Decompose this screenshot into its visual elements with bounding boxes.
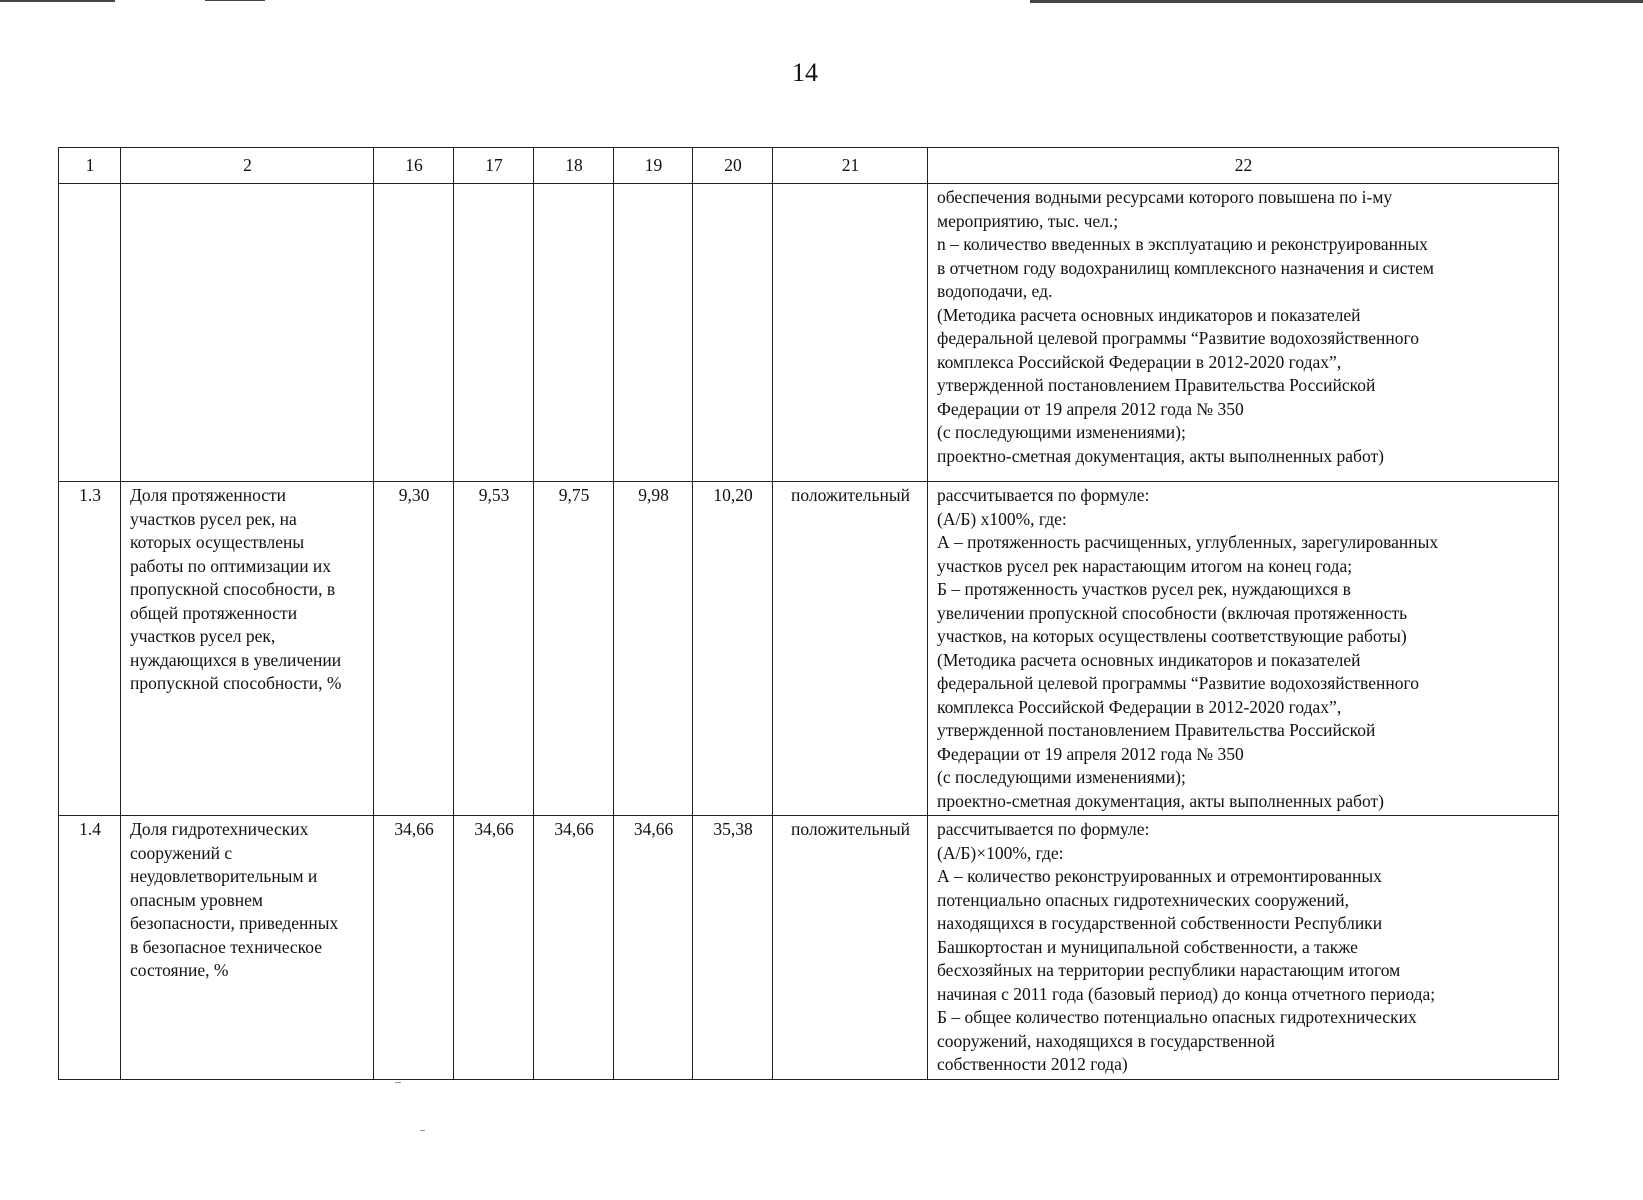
indicator-name-line: Доля протяженности — [130, 485, 287, 505]
indicator-name-line: Доля гидротехнических — [130, 819, 309, 839]
header-cell-col-18: 18 — [534, 148, 614, 184]
value-cell-19: 9,98 — [614, 482, 693, 816]
methodology-line: бесхозяйных на территории республики нарастающим итогом — [937, 960, 1401, 980]
indicator-name-line: работы по оптимизации их — [130, 555, 332, 576]
methodology-line: рассчитывается по формуле: — [937, 485, 1150, 505]
indicator-name-line: пропускной способности, % — [130, 673, 342, 693]
methodology-line: Башкортостан и муниципальной собственности, а также — [937, 936, 1358, 957]
indicator-name-cell — [121, 184, 374, 482]
indicator-name-line: общей протяженности — [130, 602, 298, 623]
methodology-line: участков русел рек нарастающим итогом на конец года; — [937, 555, 1353, 576]
table-header-row — [59, 148, 1559, 184]
methodology-line: начиная с 2011 года (базовый период) до конца отчетного периода; — [937, 983, 1436, 1004]
header-cell-col-1: 1 — [59, 148, 121, 184]
indicator-name-line: нуждающихся в увеличении — [130, 649, 342, 670]
methodology-line: федеральной целевой программы “Развитие водохозяйственного — [937, 328, 1419, 348]
table-row-continuation — [59, 184, 1559, 482]
indicator-name-line: опасным уровнем — [130, 889, 263, 910]
header-cell-col-16: 16 — [374, 148, 454, 184]
table-row-1-4 — [59, 816, 1559, 1080]
indicator-name-line: сооружений с — [130, 842, 233, 863]
methodology-line: утвержденной постановлением Правительства Российской — [937, 720, 1376, 740]
value-cell-19 — [614, 184, 693, 482]
methodology-line: Б – общее количество потенциально опасных гидротехнических — [937, 1007, 1417, 1027]
indicator-name-cell — [121, 482, 374, 816]
indicator-name-line: состояние, % — [130, 960, 229, 980]
value-cell-18: 9,75 — [534, 482, 614, 816]
indicator-name-line: участков русел рек, — [130, 626, 276, 646]
scan-speck — [395, 1082, 401, 1083]
methodology-line: комплекса Российской Федерации в 2012-2020 годах”, — [937, 696, 1342, 717]
methodology-cell — [928, 816, 1559, 1080]
methodology-line: (Методика расчета основных индикаторов и показателей — [937, 304, 1361, 325]
page-number: 14 — [792, 58, 818, 87]
methodology-line: собственности 2012 года) — [937, 1054, 1128, 1074]
value-cell-17: 34,66 — [454, 816, 534, 1080]
value-cell-20 — [693, 184, 773, 482]
scan-speck — [420, 1130, 425, 1131]
direction-cell — [773, 184, 928, 482]
value-cell-16 — [374, 184, 454, 482]
header-cell-col-2: 2 — [121, 148, 374, 184]
direction-cell: положительный — [773, 482, 928, 816]
indicator-name-cell — [121, 816, 374, 1080]
methodology-line: участков, на которых осуществлены соответствующие работы) — [937, 626, 1407, 646]
indicator-name-line: которых осуществлены — [130, 532, 305, 552]
direction-cell: положительный — [773, 816, 928, 1080]
methodology-line: (с последующими изменениями); — [937, 422, 1186, 442]
header-cell-col-21: 21 — [773, 148, 928, 184]
scan-edge-mid — [205, 0, 265, 1]
methodology-line: (Методика расчета основных индикаторов и показателей — [937, 649, 1361, 670]
value-cell-17 — [454, 184, 534, 482]
value-cell-16: 34,66 — [374, 816, 454, 1080]
methodology-line: комплекса Российской Федерации в 2012-2020 годах”, — [937, 351, 1342, 372]
methodology-line: в отчетном году водохранилищ комплексного назначения и систем — [937, 257, 1434, 278]
methodology-line: (А/Б)×100%, где: — [937, 842, 1064, 863]
methodology-line: А – количество реконструированных и отремонтированных — [937, 866, 1382, 886]
methodology-line: n – количество введенных в эксплуатацию и реконструированных — [937, 234, 1428, 254]
methodology-line: утвержденной постановлением Правительства Российской — [937, 375, 1376, 395]
methodology-line: А – протяженность расчищенных, углубленных, зарегулированных — [937, 532, 1439, 552]
methodology-line: обеспечения водными ресурсами которого повышена по i-му — [937, 187, 1393, 207]
methodology-line: потенциально опасных гидротехнических сооружений, — [937, 889, 1349, 910]
methodology-cell — [928, 184, 1559, 482]
methodology-line: увеличении пропускной способности (включая протяженность — [937, 602, 1408, 623]
header-cell-col-17: 17 — [454, 148, 534, 184]
row-number-cell — [59, 184, 121, 482]
methodology-line: Федерации от 19 апреля 2012 года № 350 — [937, 743, 1244, 764]
methodology-line: Б – протяженность участков русел рек, нуждающихся в — [937, 579, 1351, 599]
methodology-line: проектно-сметная документация, акты выполненных работ) — [937, 790, 1384, 811]
indicator-name-line: неудовлетворительным и — [130, 866, 318, 886]
value-cell-19: 34,66 — [614, 816, 693, 1080]
value-cell-16: 9,30 — [374, 482, 454, 816]
methodology-line: проектно-сметная документация, акты выполненных работ) — [937, 445, 1384, 466]
methodology-line: водоподачи, ед. — [937, 281, 1053, 301]
row-number-cell: 1.3 — [59, 482, 121, 816]
header-cell-col-19: 19 — [614, 148, 693, 184]
header-cell-col-22: 22 — [928, 148, 1559, 184]
indicator-name-line: безопасности, приведенных — [130, 913, 339, 933]
methodology-line: мероприятию, тыс. чел.; — [937, 210, 1119, 231]
value-cell-18: 34,66 — [534, 816, 614, 1080]
methodology-line: (А/Б) х100%, где: — [937, 508, 1067, 529]
indicator-name-line: участков русел рек, на — [130, 508, 297, 529]
indicator-name-line: в безопасное техническое — [130, 936, 323, 957]
value-cell-20: 10,20 — [693, 482, 773, 816]
scan-edge-right — [1030, 0, 1643, 3]
methodology-line: сооружений, находящихся в государственной — [937, 1030, 1275, 1051]
indicator-name-line: пропускной способности, в — [130, 579, 336, 599]
row-number-cell: 1.4 — [59, 816, 121, 1080]
methodology-cell — [928, 482, 1559, 816]
methodology-line: рассчитывается по формуле: — [937, 819, 1150, 839]
value-cell-18 — [534, 184, 614, 482]
methodology-line: (с последующими изменениями); — [937, 767, 1186, 787]
value-cell-17: 9,53 — [454, 482, 534, 816]
table-row-1-3 — [59, 482, 1559, 816]
methodology-line: находящихся в государственной собственности Республики — [937, 913, 1383, 933]
value-cell-20: 35,38 — [693, 816, 773, 1080]
methodology-line: федеральной целевой программы “Развитие водохозяйственного — [937, 673, 1419, 693]
methodology-line: Федерации от 19 апреля 2012 года № 350 — [937, 398, 1244, 419]
scan-edge-left — [0, 0, 115, 2]
header-cell-col-20: 20 — [693, 148, 773, 184]
indicator-table — [58, 147, 1559, 1080]
